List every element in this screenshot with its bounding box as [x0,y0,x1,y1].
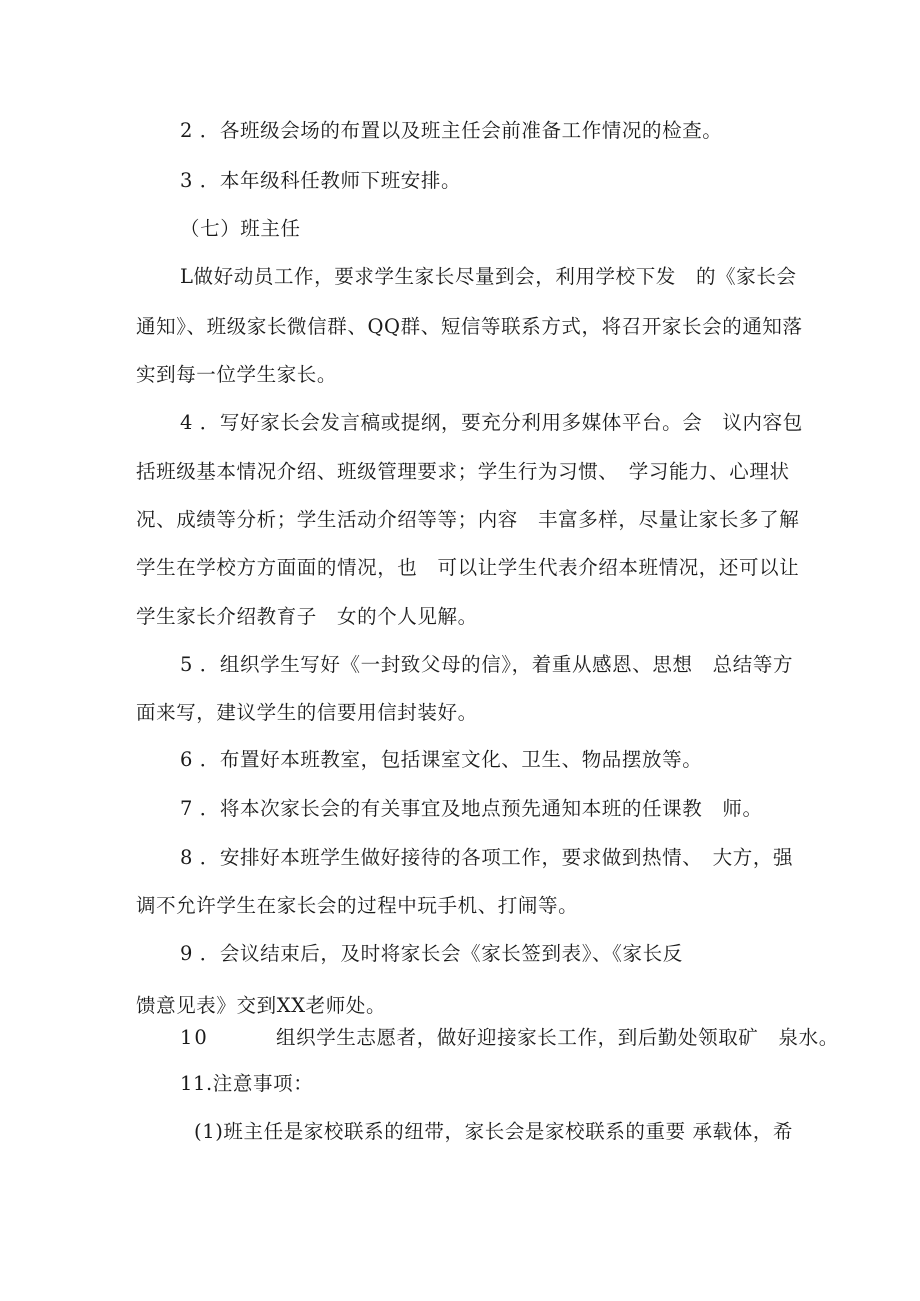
text-line-4: L做好动员工作，要求学生家长尽量到会，利用学校下发 的《家长会 [180,265,797,288]
section-heading: （七）班主任 [180,217,301,240]
text-line-8: 括班级基本情况介绍、班级管理要求；学生行为习惯、 学习能力、心理状 [136,460,790,483]
text-line-11: 学生家长介绍教育子 女的个人见解。 [136,605,478,628]
text-line-6: 实到每一位学生家长。 [136,363,338,386]
text-line-22: (1)班主任是家校联系的纽带，家长会是家校联系的重要 承载体，希 [194,1120,794,1143]
text-line-20: 组织学生志愿者，做好迎接家长工作，到后勤处领取矿 泉水。 [276,1026,839,1049]
text-line-17: 调不允许学生在家长会的过程中玩手机、打闹等。 [136,894,579,917]
text-line-10: 学生在学校方方面面的情况，也 可以让学生代表介绍本班情况，还可以让 [136,556,800,579]
text-line-21: 11.注意事项： [180,1072,314,1095]
text-line-18: 9 ．会议结束后，及时将家长会《家长签到表》、《家长反 [180,942,683,965]
text-line-13: 面来写，建议学生的信要用信封装好。 [136,701,478,724]
text-line-5: 通知》、班级家长微信群、QQ群、短信等联系方式，将召开家长会的通知落 [136,315,803,338]
text-line-1: 2 ．各班级会场的布置以及班主任会前准备工作情况的检查。 [180,119,723,142]
text-line-2: 3 ．本年级科任教师下班安排。 [180,169,462,192]
text-line-16: 8 ．安排好本班学生做好接待的各项工作，要求做到热情、 大方，强 [180,846,794,869]
item-number-10: 10 [180,1026,209,1049]
text-line-9: 况、成绩等分析；学生活动介绍等等；内容 丰富多样，尽量让家长多了解 [136,508,800,531]
text-line-19: 馈意见表》交到XX老师处。 [136,994,387,1017]
text-line-12: 5 ．组织学生写好《一封致父母的信》，着重从感恩、思想 总结等方 [180,653,794,676]
text-line-15: 7 ．将本次家长会的有关事宜及地点预先通知本班的任课教 师。 [180,797,763,820]
text-line-14: 6 ．布置好本班教室，包括课室文化、卫生、物品摆放等。 [180,748,703,771]
text-line-7: 4 ．写好家长会发言稿或提纲，要充分利用多媒体平台。会 议内容包 [180,411,803,434]
